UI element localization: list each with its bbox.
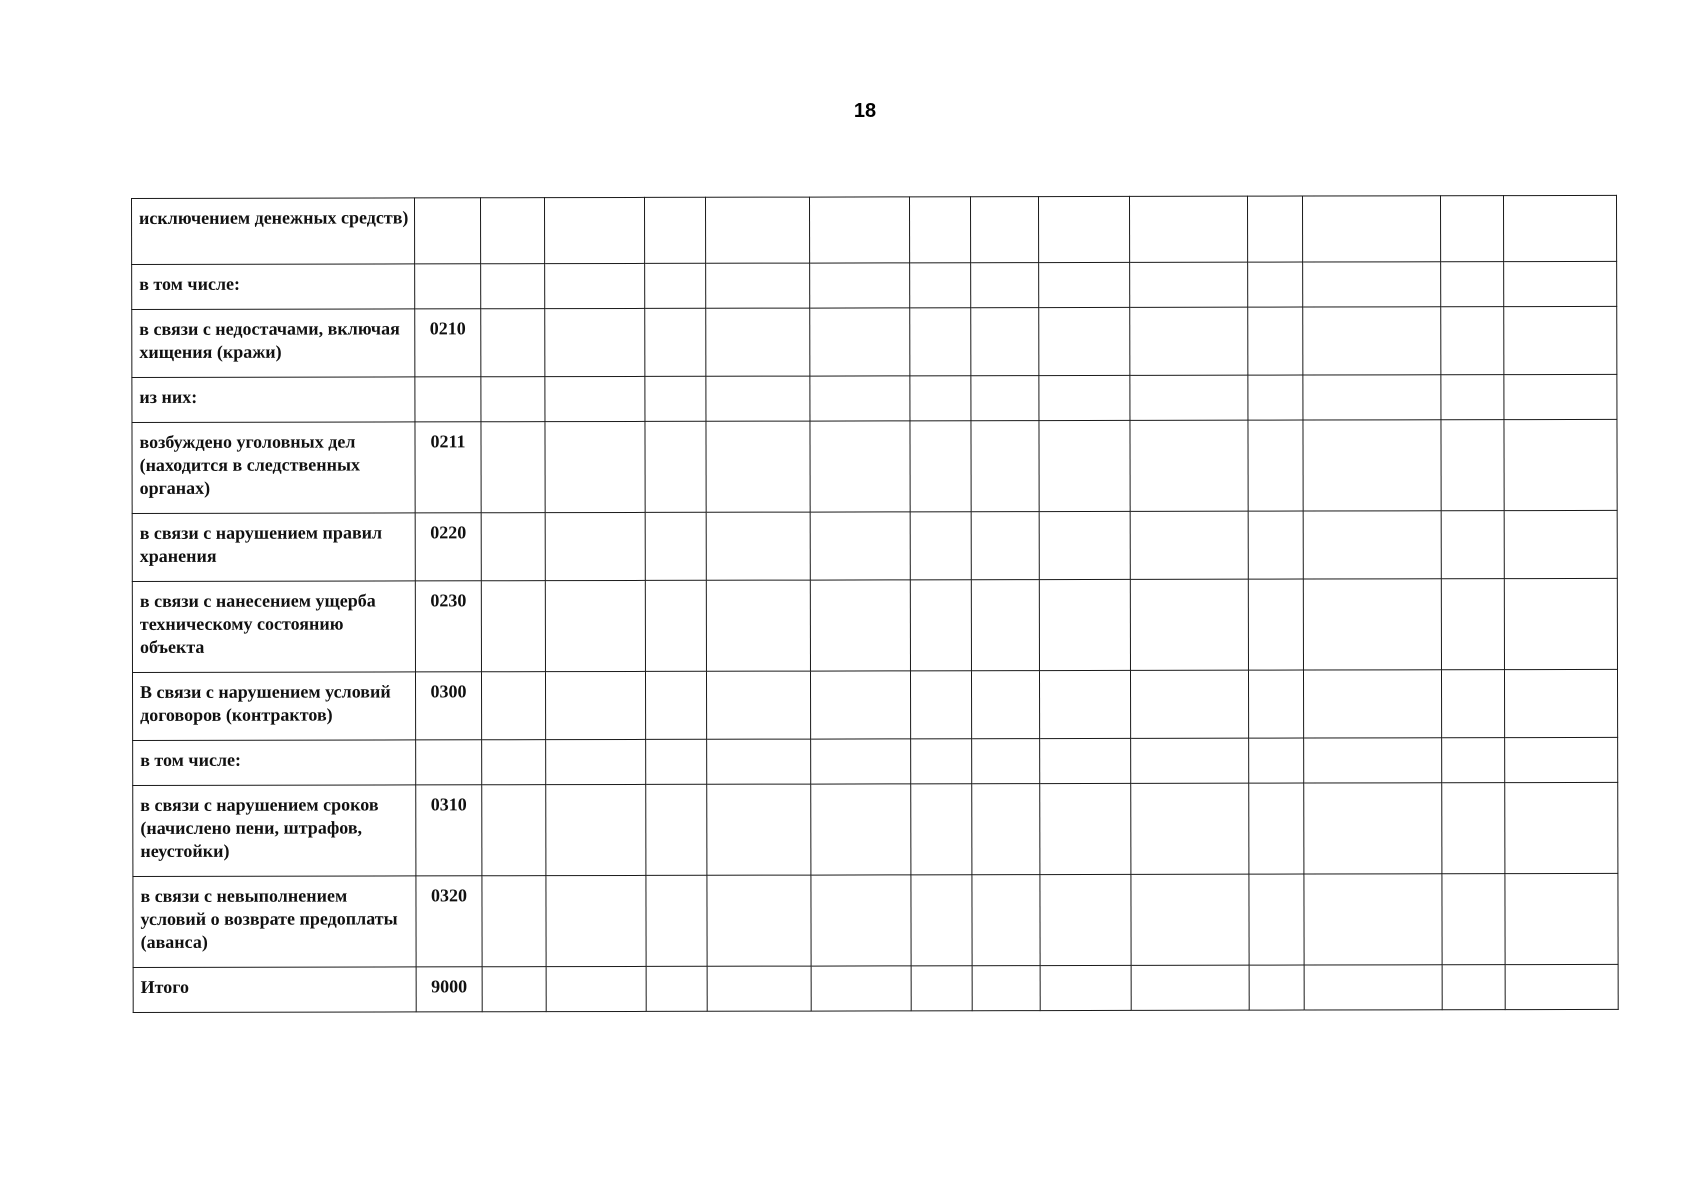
row-label: Итого	[140, 976, 190, 997]
row-label-cell	[133, 785, 416, 877]
row-code-cell	[415, 309, 481, 377]
empty-data-cell	[1303, 307, 1441, 375]
empty-data-cell	[1304, 738, 1442, 783]
empty-data-cell	[1304, 965, 1442, 1010]
empty-data-cell	[645, 512, 706, 580]
empty-data-cell	[1131, 738, 1249, 783]
empty-data-cell	[545, 580, 645, 671]
empty-data-cell	[481, 198, 545, 264]
row-code-cell	[416, 967, 482, 1012]
row-code-cell	[415, 198, 481, 264]
empty-data-cell	[1302, 196, 1440, 262]
empty-data-cell	[1504, 374, 1617, 419]
table-row	[132, 374, 1617, 422]
row-label-cell	[132, 422, 415, 514]
empty-data-cell	[1248, 262, 1303, 307]
empty-data-cell	[1504, 669, 1617, 737]
empty-data-cell	[971, 421, 1039, 512]
empty-data-cell	[546, 875, 646, 966]
empty-data-cell	[1248, 420, 1303, 511]
empty-data-cell	[971, 512, 1039, 580]
table-row	[133, 964, 1618, 1012]
row-label: в том числе:	[139, 273, 241, 294]
row-label-cell	[132, 672, 415, 741]
empty-data-cell	[706, 308, 810, 376]
page-number: 18	[853, 100, 877, 122]
empty-data-cell	[1040, 965, 1131, 1010]
empty-data-cell	[646, 875, 707, 966]
row-label: в связи с нарушением сроков (начислено пени, штрафов, неустойки)	[140, 794, 379, 861]
empty-data-cell	[970, 197, 1038, 263]
empty-data-cell	[910, 421, 971, 512]
report-table	[131, 195, 1619, 1013]
empty-data-cell	[1039, 375, 1130, 420]
empty-data-cell	[971, 263, 1039, 308]
empty-data-cell	[1249, 965, 1304, 1010]
empty-data-cell	[1303, 511, 1441, 579]
empty-data-cell	[1441, 420, 1504, 511]
empty-data-cell	[1249, 783, 1304, 874]
empty-data-cell	[546, 739, 646, 784]
empty-data-cell	[482, 876, 546, 967]
empty-data-cell	[545, 376, 645, 421]
table-row	[132, 510, 1617, 581]
empty-data-cell	[1441, 579, 1504, 670]
empty-data-cell	[1130, 511, 1248, 579]
empty-data-cell	[646, 739, 707, 784]
empty-data-cell	[481, 672, 545, 740]
empty-data-cell	[645, 671, 706, 739]
empty-data-cell	[1440, 196, 1503, 262]
row-label-cell	[132, 309, 415, 378]
empty-data-cell	[646, 966, 707, 1011]
empty-data-cell	[1441, 670, 1504, 738]
empty-data-cell	[1505, 737, 1618, 782]
empty-data-cell	[1248, 375, 1303, 420]
table-row	[132, 419, 1617, 513]
empty-data-cell	[645, 308, 706, 376]
empty-data-cell	[1505, 964, 1618, 1009]
table-body	[132, 195, 1619, 1012]
empty-data-cell	[911, 739, 972, 784]
row-code-cell	[415, 264, 481, 309]
empty-data-cell	[972, 875, 1040, 966]
empty-data-cell	[1441, 375, 1504, 420]
row-label: В связи с нарушением условий договоров (контрактов)	[140, 681, 391, 725]
empty-data-cell	[971, 376, 1039, 421]
empty-data-cell	[1247, 196, 1302, 262]
empty-data-cell	[1504, 578, 1617, 669]
empty-data-cell	[706, 421, 810, 512]
empty-data-cell	[1304, 783, 1442, 874]
empty-data-cell	[910, 376, 971, 421]
empty-data-cell	[1039, 420, 1130, 511]
empty-data-cell	[706, 263, 810, 308]
row-label-cell	[132, 581, 415, 673]
empty-data-cell	[646, 784, 707, 875]
empty-data-cell	[1504, 306, 1617, 374]
empty-data-cell	[1441, 307, 1504, 375]
empty-data-cell	[910, 671, 971, 739]
empty-data-cell	[1040, 874, 1131, 965]
empty-data-cell	[911, 875, 972, 966]
empty-data-cell	[1130, 420, 1248, 511]
row-code-cell	[416, 785, 482, 876]
table-row	[132, 578, 1617, 672]
empty-data-cell	[1442, 874, 1505, 965]
empty-data-cell	[1130, 579, 1248, 670]
empty-data-cell	[1303, 579, 1441, 670]
row-code: 0210	[429, 318, 466, 339]
empty-data-cell	[971, 580, 1039, 671]
empty-data-cell	[1130, 375, 1248, 420]
empty-data-cell	[1130, 262, 1248, 307]
empty-data-cell	[1303, 420, 1441, 511]
empty-data-cell	[1249, 738, 1304, 783]
empty-data-cell	[810, 421, 910, 512]
row-code: 0220	[430, 522, 467, 543]
empty-data-cell	[809, 197, 909, 263]
table-row	[133, 873, 1618, 967]
empty-data-cell	[1130, 307, 1248, 375]
empty-data-cell	[645, 580, 706, 671]
empty-data-cell	[546, 966, 646, 1011]
empty-data-cell	[707, 875, 811, 966]
table-row	[132, 306, 1617, 377]
empty-data-cell	[481, 377, 545, 422]
empty-data-cell	[1248, 307, 1303, 375]
row-label: в том числе:	[140, 749, 242, 770]
empty-data-cell	[545, 263, 645, 308]
empty-data-cell	[1248, 670, 1303, 738]
row-code-cell	[415, 672, 481, 740]
empty-data-cell	[811, 784, 911, 875]
empty-data-cell	[910, 512, 971, 580]
row-label-cell	[132, 513, 415, 582]
empty-data-cell	[706, 671, 810, 739]
empty-data-cell	[482, 740, 546, 785]
table-row	[132, 195, 1617, 264]
empty-data-cell	[911, 784, 972, 875]
empty-data-cell	[705, 197, 809, 263]
empty-data-cell	[1441, 262, 1504, 307]
row-code: 0211	[430, 431, 466, 452]
row-label-cell	[133, 967, 416, 1013]
empty-data-cell	[1303, 670, 1441, 738]
empty-data-cell	[707, 739, 811, 784]
empty-data-cell	[706, 580, 810, 671]
empty-data-cell	[644, 197, 705, 263]
empty-data-cell	[972, 739, 1040, 784]
empty-data-cell	[1504, 261, 1617, 306]
row-code-cell	[415, 513, 481, 581]
row-code-cell	[415, 422, 481, 513]
row-label: в связи с невыполнением условий о возврате предоплаты (аванса)	[140, 885, 398, 952]
row-label-cell	[132, 198, 415, 265]
table-row	[133, 737, 1618, 785]
empty-data-cell	[810, 512, 910, 580]
empty-data-cell	[707, 784, 811, 875]
empty-data-cell	[706, 376, 810, 421]
empty-data-cell	[1131, 783, 1249, 874]
row-code-cell	[416, 740, 482, 785]
empty-data-cell	[481, 309, 545, 377]
empty-data-cell	[1505, 782, 1618, 873]
empty-data-cell	[1039, 579, 1130, 670]
empty-data-cell	[1130, 670, 1248, 738]
empty-data-cell	[909, 197, 970, 263]
empty-data-cell	[1039, 262, 1130, 307]
empty-data-cell	[481, 581, 545, 672]
empty-data-cell	[1304, 874, 1442, 965]
empty-data-cell	[971, 671, 1039, 739]
empty-data-cell	[1248, 511, 1303, 579]
empty-data-cell	[1039, 511, 1130, 579]
row-code: 0230	[430, 590, 467, 611]
row-code: 0300	[430, 681, 467, 702]
empty-data-cell	[481, 264, 545, 309]
empty-data-cell	[910, 308, 971, 376]
row-code: 9000	[431, 976, 468, 997]
empty-data-cell	[1039, 307, 1130, 375]
empty-data-cell	[1039, 670, 1130, 738]
empty-data-cell	[971, 308, 1039, 376]
empty-data-cell	[482, 967, 546, 1012]
row-label: в связи с нарушением правил хранения	[139, 522, 383, 566]
empty-data-cell	[910, 263, 971, 308]
empty-data-cell	[481, 422, 545, 513]
empty-data-cell	[910, 580, 971, 671]
empty-data-cell	[1040, 783, 1131, 874]
empty-data-cell	[645, 376, 706, 421]
empty-data-cell	[1504, 419, 1617, 510]
empty-data-cell	[1505, 873, 1618, 964]
empty-data-cell	[810, 308, 910, 376]
row-label: из них:	[139, 386, 198, 407]
empty-data-cell	[545, 512, 645, 580]
empty-data-cell	[972, 966, 1040, 1011]
empty-data-cell	[1441, 511, 1504, 579]
empty-data-cell	[1249, 874, 1304, 965]
row-code: 0310	[430, 794, 467, 815]
row-code-cell	[415, 377, 481, 422]
row-label: в связи с нанесением ущерба техническому состоянию объекта	[139, 590, 376, 657]
empty-data-cell	[645, 421, 706, 512]
empty-data-cell	[810, 671, 910, 739]
empty-data-cell	[545, 308, 645, 376]
empty-data-cell	[1038, 196, 1129, 262]
empty-data-cell	[911, 966, 972, 1011]
empty-data-cell	[1442, 738, 1505, 783]
empty-data-cell	[1303, 375, 1441, 420]
empty-data-cell	[811, 966, 911, 1011]
empty-data-cell	[645, 263, 706, 308]
row-label-cell	[132, 377, 415, 423]
empty-data-cell	[1131, 965, 1249, 1010]
empty-data-cell	[545, 671, 645, 739]
empty-data-cell	[546, 784, 646, 875]
empty-data-cell	[1442, 783, 1505, 874]
empty-data-cell	[1303, 262, 1441, 307]
row-label-cell	[133, 876, 416, 968]
table-row	[133, 782, 1618, 876]
empty-data-cell	[1503, 195, 1616, 261]
empty-data-cell	[482, 785, 546, 876]
row-label-cell	[133, 740, 416, 786]
empty-data-cell	[1504, 510, 1617, 578]
empty-data-cell	[1442, 965, 1505, 1010]
empty-data-cell	[811, 739, 911, 784]
empty-data-cell	[1040, 738, 1131, 783]
empty-data-cell	[545, 197, 645, 263]
row-code-cell	[415, 581, 481, 672]
empty-data-cell	[810, 376, 910, 421]
empty-data-cell	[810, 263, 910, 308]
row-code-cell	[416, 876, 482, 967]
empty-data-cell	[1129, 196, 1247, 262]
row-label: возбуждено уголовных дел (находится в следственных органах)	[139, 431, 361, 498]
row-label: исключением денежных средств)	[139, 207, 409, 228]
table-row	[132, 261, 1617, 309]
empty-data-cell	[706, 512, 810, 580]
row-label-cell	[132, 264, 415, 310]
empty-data-cell	[972, 784, 1040, 875]
row-label: в связи с недостачами, включая хищения (кражи)	[139, 318, 400, 362]
empty-data-cell	[810, 580, 910, 671]
empty-data-cell	[811, 875, 911, 966]
empty-data-cell	[481, 513, 545, 581]
row-code: 0320	[430, 885, 467, 906]
empty-data-cell	[545, 421, 645, 512]
empty-data-cell	[707, 966, 811, 1011]
empty-data-cell	[1248, 579, 1303, 670]
table-row	[132, 669, 1617, 740]
empty-data-cell	[1131, 874, 1249, 965]
